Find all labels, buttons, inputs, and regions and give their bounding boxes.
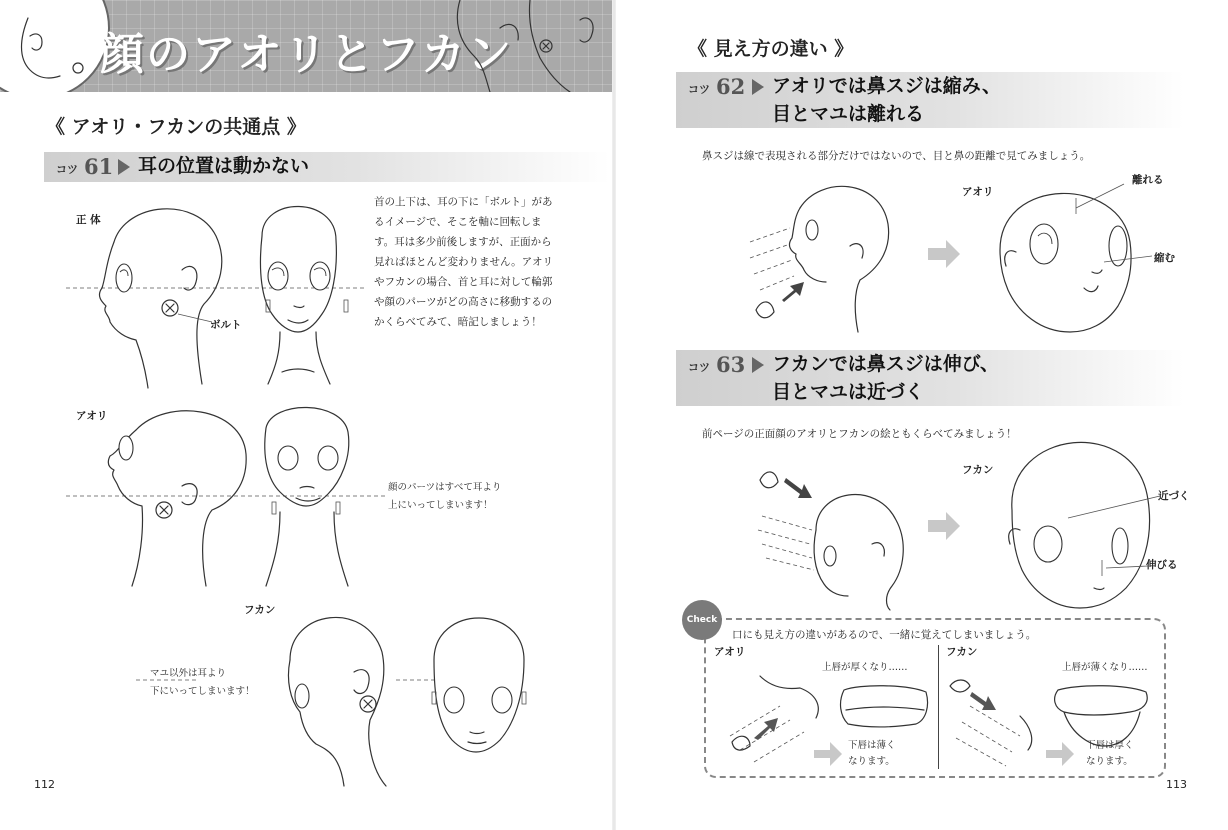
label-aori: アオリ	[76, 410, 108, 422]
check-aori-upper: 上唇が厚くなり……	[822, 662, 908, 673]
tip-63-line2: 目とマユは近づく	[772, 381, 925, 403]
tip-number-62: 62	[716, 74, 746, 99]
tip-arrow-icon	[118, 159, 130, 175]
fukan-heads-illustration	[276, 600, 576, 790]
section-heading-common: 《 アオリ・フカンの共通点 》	[46, 116, 306, 138]
tip-62-body: 鼻スジは線で表現される部分だけではないので、目と鼻の距離で見てみましょう。	[702, 150, 1091, 162]
tip-kotsu-61: コツ	[56, 163, 78, 176]
title-banner	[0, 0, 612, 92]
check-label-aori: アオリ	[714, 646, 746, 658]
tip-63-body: 前ページの正面顔のアオリとフカンの絵ともくらべてみましょう！	[702, 428, 1017, 440]
tip-number-63: 63	[716, 352, 746, 377]
page-title: 顔のアオリとフカン	[100, 29, 514, 80]
tip-kotsu-62: コツ	[688, 83, 710, 96]
tip-62-line1: アオリでは鼻スジは縮み、	[772, 75, 1001, 97]
banner-face-medallion	[0, 0, 110, 92]
label-hanareru: 離れる	[1132, 174, 1164, 186]
check-fukan-lower2: なります。	[1086, 756, 1133, 767]
mouth-comparison-illustration	[720, 666, 1160, 776]
label-nobiru: 伸びる	[1146, 559, 1178, 571]
tip-text-61: 耳の位置は動かない	[138, 155, 310, 177]
label-bolt: ボルト	[210, 319, 242, 331]
medallion-face-sketch	[0, 0, 112, 92]
aori-heads-illustration	[66, 402, 366, 588]
aori-comparison-illustration	[750, 172, 1170, 342]
label-front: 正 体	[76, 214, 101, 226]
tip-62-line2: 目とマユは離れる	[772, 103, 925, 125]
check-aori-lower2: なります。	[848, 756, 895, 767]
aori-note-line2: 上にいってしまいます！	[388, 500, 493, 511]
label-fukan-right: フカン	[962, 464, 994, 476]
page-number-right: 113	[1166, 778, 1187, 791]
tip-arrow-icon	[752, 357, 764, 373]
tip-kotsu-63: コツ	[688, 361, 710, 374]
tip-number-61: 61	[84, 154, 114, 179]
tip-arrow-icon	[752, 79, 764, 95]
tip-63-line1: フカンでは鼻スジは伸び、	[772, 353, 1000, 375]
label-fukan: フカン	[244, 604, 276, 616]
check-fukan-upper: 上唇が薄くなり……	[1062, 662, 1148, 673]
fukan-comparison-illustration	[756, 420, 1176, 610]
page-gutter	[612, 0, 616, 830]
fukan-note-line1: マユ以外は耳より	[150, 668, 227, 679]
label-chikazuku: 近づく	[1158, 490, 1190, 502]
check-text: 口にも見え方の違いがあるので、一緒に覚えてしまいましょう。	[732, 629, 1037, 641]
tip-61-body: 首の上下は、耳の下に「ボルト」があるイメージで、そこを軸に回転します。耳は多少前後しますが、正面から見ればほとんど変わりません。アオリやフカンの場合、首と耳に対して輪郭や顔のパーツがどの高さに移動するのかくらべてみて、暗記しましょう！	[374, 196, 554, 328]
label-chijimu: 縮む	[1154, 252, 1175, 264]
check-label-fukan: フカン	[946, 646, 978, 658]
page-number-left: 112	[34, 778, 55, 791]
section-heading-differences: 《 見え方の違い 》	[688, 38, 854, 60]
fukan-note-line2: 下にいってしまいます！	[150, 686, 255, 697]
check-aori-lower1: 下唇は薄く	[848, 740, 896, 751]
check-fukan-lower1: 下唇は厚く	[1086, 740, 1134, 751]
banner-profile-sketch	[440, 0, 612, 92]
check-badge: Check	[682, 600, 722, 640]
front-level-heads-illustration	[66, 196, 366, 392]
aori-note-line1: 顔のパーツはすべて耳より	[388, 482, 502, 493]
label-aori-right: アオリ	[962, 186, 994, 198]
